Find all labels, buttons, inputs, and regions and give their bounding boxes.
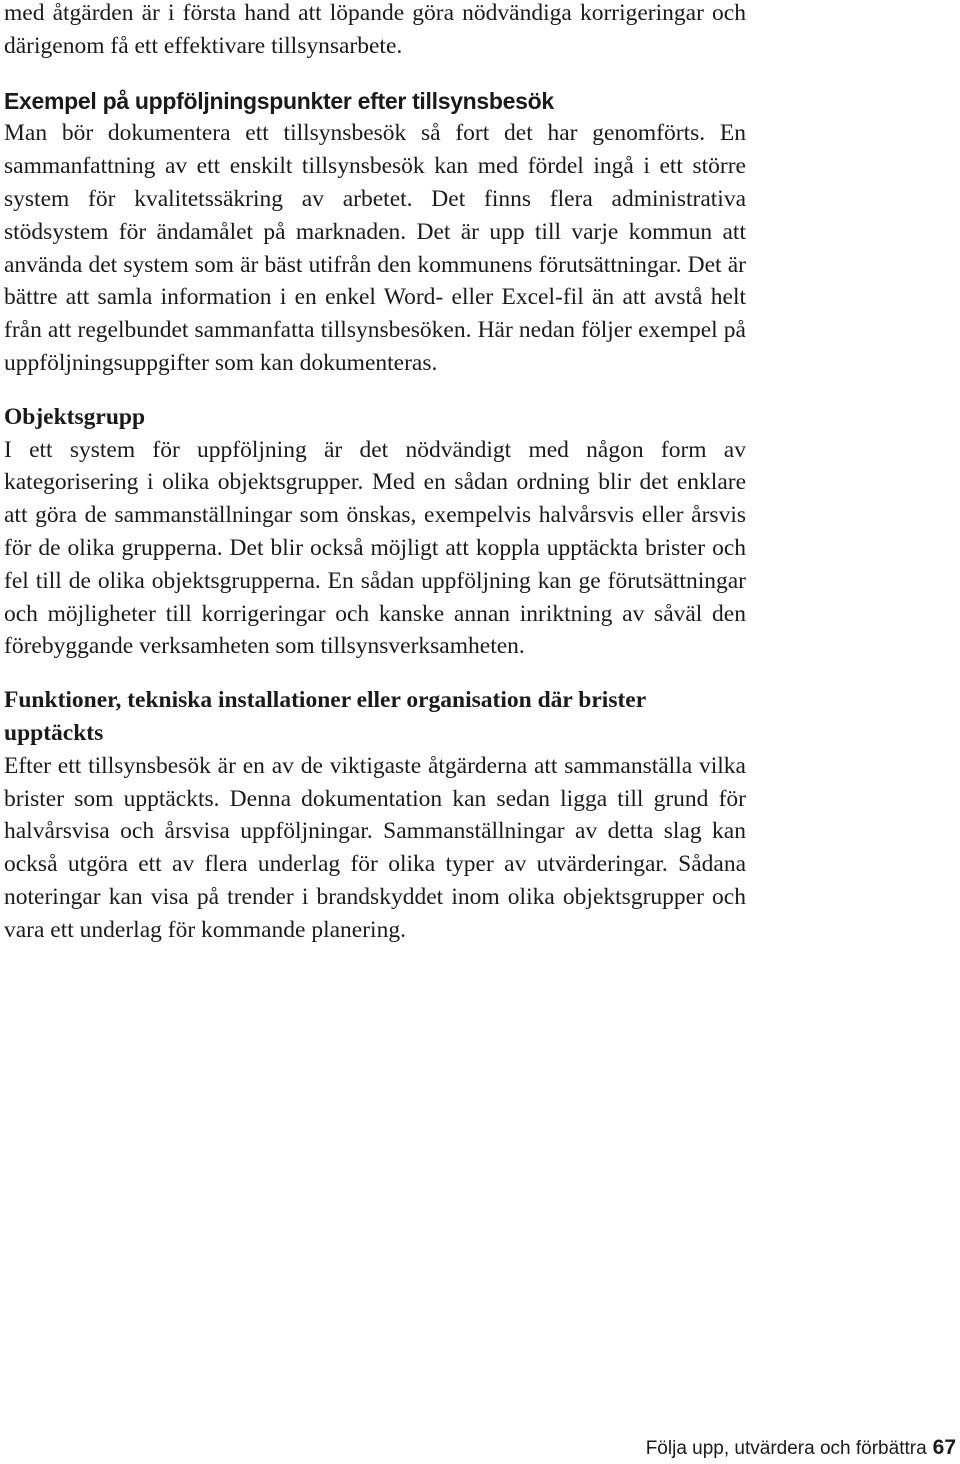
section-objektsgrupp [4, 401, 746, 663]
section-funktioner [4, 684, 746, 946]
document-page [4, 0, 746, 947]
section-heading: Funktioner, tekniska installationer eller organisation där brister upptäckts [4, 687, 646, 746]
section-body: I ett system för uppföljning är det nödvändigt med någon form av kategorisering i olika objektsgrupper. Med en sådan ordning blir det enklare att göra de sammanställningar som önskas, exempelvis halvårsvis eller årsvis för de olika grupperna. Det blir också möjligt att koppla upptäckta brister och fel till de olika objektsgrupperna. En sådan uppföljning kan ge förutsättningar och möjligheter till korrigeringar och kanske annan inriktning av såväl den förebyggande verksamheten som tillsynsverksamheten. [4, 436, 746, 660]
section-body: Efter ett tillsynsbesök är en av de viktigaste åtgärderna att sammanställa vilka brister som upptäckts. Denna dokumentation kan sedan ligga till grund för halvårsvisa och årsvisa uppföljningar. Sammanställningar av detta slag kan också utgöra ett av flera underlag för olika typer av utvärderingar. Sådana noteringar kan visa på trender i brandskyddet inom olika objektsgrupper och vara ett underlag för kommande planering. [4, 752, 746, 943]
page-footer [646, 1436, 956, 1460]
footer-title: Följa upp, utvärdera och förbättra [645, 1438, 927, 1459]
section-heading: Objektsgrupp [4, 403, 146, 430]
section-body: Man bör dokumentera ett tillsynsbesök så fort det har genomförts. En sammanfattning av ett enskilt tillsynsbesök kan med fördel ingå i ett större system för kvalitetssäkring av arbetet. Det finns flera administrativa stödsystem för ändamålet på marknaden. Det är upp till varje kommun att använda det system som är bäst utifrån den kommunens förutsättningar. Det är bättre att samla information i en enkel Word- eller Excel-fil än att avstå helt från att regelbundet sammanfatta tillsynsbesöken. Här nedan följer exempel på uppföljningsuppgifter som kan dokumenteras. [4, 120, 746, 376]
intro-paragraph: med åtgärden är i första hand att löpande göra nödvändiga korrigeringar och därigenom få ett effektivare tillsynsarbete. [4, 0, 746, 59]
page-number: 67 [932, 1436, 956, 1459]
section-heading: Exempel på uppföljningspunkter efter tillsynsbesök [4, 87, 554, 114]
section-uppfoljningspunkter [4, 85, 746, 380]
